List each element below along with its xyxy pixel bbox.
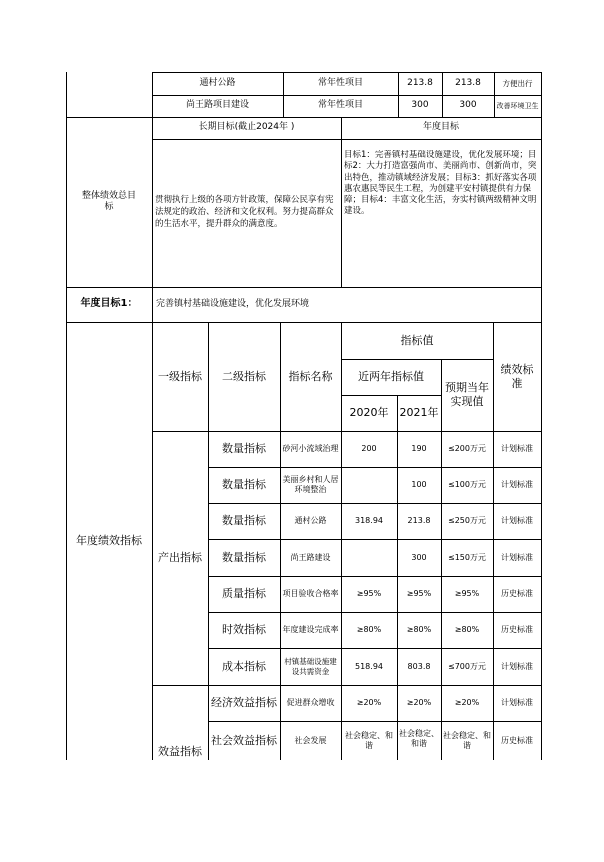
year-2021-header: 2021年	[399, 406, 439, 420]
level2-cell: 质量指标	[222, 587, 266, 601]
value-2020-cell: 200	[361, 444, 377, 453]
value-2021-cell: 213.8	[407, 516, 431, 525]
project-note: 方便出行	[502, 78, 533, 88]
expected-cell: 社会稳定、和谐	[443, 730, 491, 750]
expected-value-header: 预期当年实现值	[445, 381, 489, 408]
standard-cell: 历史标准	[501, 735, 533, 745]
indicator-name-cell: 年度建设完成率	[282, 625, 339, 634]
level1-header: 一级指标	[158, 369, 202, 383]
project-amount: 300	[459, 100, 477, 111]
project-name: 通村公路	[199, 77, 236, 88]
project-note: 改善环境卫生	[496, 101, 539, 110]
rule	[541, 287, 542, 322]
benefit-indicator-label: 效益指标	[158, 745, 202, 758]
rule	[541, 72, 542, 117]
level2-cell: 数量指标	[222, 550, 266, 564]
expected-cell: ≤200万元	[448, 444, 486, 453]
project-name: 尚王路项目建设	[185, 100, 249, 111]
level2-cell: 经济效益指标	[211, 696, 277, 710]
project-amount: 300	[411, 100, 429, 111]
long-term-goal-text: 贯彻执行上级的各项方针政策，保障公民享有宪法规定的政治、经济和文化权利。努力提高群众的生活水平，提升群众的满意度。	[155, 195, 334, 229]
standard-cell: 历史标准	[501, 625, 533, 634]
level2-cell: 数量指标	[222, 442, 266, 456]
overall-goal-label: 整体绩效总目标	[81, 190, 136, 212]
value-2021-cell: ≥20%	[406, 698, 432, 707]
annual-goal-content: 完善镇村基础设施建设，优化发展环境	[156, 298, 310, 309]
indicator-name-cell: 砂河小流域治理	[282, 444, 339, 453]
output-indicator-label: 产出指标	[158, 551, 202, 565]
recent-two-years-header: 近两年指标值	[358, 370, 424, 384]
rule	[341, 117, 342, 287]
indicator-name-cell: 尚王路建设	[290, 552, 331, 562]
rule	[541, 117, 542, 287]
value-2020-cell: 社会稳定、和谐	[345, 730, 393, 750]
indicator-name-cell: 村镇基础设施建设共需资金	[284, 657, 337, 676]
value-2021-cell: 190	[411, 444, 427, 453]
standard-cell: 计划标准	[501, 444, 533, 453]
level2-cell: 数量指标	[222, 478, 266, 492]
expected-cell: ≤250万元	[448, 516, 486, 525]
expected-cell: ≥95%	[454, 589, 480, 598]
rule	[541, 322, 542, 760]
expected-cell: ≤700万元	[448, 661, 486, 671]
project-type: 常年性项目	[317, 100, 363, 111]
standard-cell: 计划标准	[501, 698, 533, 707]
expected-cell: ≤150万元	[448, 552, 486, 562]
value-2021-cell: ≥80%	[406, 625, 432, 634]
long-term-goal-header: 长期目标(截止2024年 )	[198, 122, 295, 133]
expected-cell: ≤100万元	[448, 480, 486, 489]
value-2020-cell	[341, 539, 397, 576]
standard-cell: 计划标准	[501, 480, 533, 489]
value-2021-cell: 803.8	[407, 661, 431, 671]
value-2020-cell	[341, 467, 397, 503]
value-2020-cell: ≥95%	[356, 589, 382, 598]
annual-goal-label: 年度目标1：	[80, 298, 138, 310]
indicator-name-cell: 美丽乡村和人居环境整治	[282, 475, 339, 494]
level2-cell: 时效指标	[222, 623, 266, 637]
standard-cell: 计划标准	[501, 516, 533, 525]
value-2021-cell: 社会稳定、和谐	[399, 728, 439, 748]
rule	[152, 287, 153, 322]
level2-cell: 数量指标	[222, 514, 266, 528]
indicator-name-cell: 通村公路	[294, 516, 327, 525]
standard-cell: 历史标准	[501, 589, 533, 598]
indicator-name-cell: 促进群众增收	[286, 698, 335, 707]
indicator-name-cell: 社会发展	[294, 735, 327, 745]
annual-goal-header: 年度目标	[422, 122, 459, 133]
value-2020-cell: 518.94	[355, 661, 383, 671]
performance-indicators-label: 年度绩效指标	[76, 534, 142, 548]
value-2021-cell: 100	[411, 480, 427, 489]
rule	[152, 117, 153, 287]
annual-goal-text: 目标1：完善镇村基础设施建设，优化发展环境；目标2：大力打造富强尚市、美丽尚市、创新尚市，突出特色，推动镇域经济发展；目标3：抓好落实各项惠农惠民等民生工程，为创建平安村镇提供有力保障；目标4：丰富文化生活，夯实村镇两级精神文明建设。	[344, 150, 537, 217]
value-2020-cell: ≥80%	[356, 625, 382, 634]
expected-cell: ≥20%	[454, 698, 480, 707]
project-type: 常年性项目	[317, 77, 363, 88]
value-2020-cell: ≥20%	[356, 698, 382, 707]
standard-cell: 计划标准	[501, 552, 533, 562]
year-2020-header: 2020年	[349, 406, 389, 420]
indicator-value-header: 指标值	[400, 333, 434, 347]
value-2021-cell: 300	[411, 552, 427, 562]
rule	[66, 117, 67, 287]
project-amount: 213.8	[455, 77, 481, 88]
indicator-name-cell: 项目验收合格率	[282, 589, 339, 598]
page-bottom-margin	[0, 760, 604, 862]
level2-cell: 社会效益指标	[211, 733, 277, 747]
value-2021-cell: ≥95%	[406, 589, 432, 598]
value-2020-cell: 318.94	[355, 516, 383, 525]
standard-cell: 计划标准	[501, 661, 533, 671]
project-amount: 213.8	[407, 77, 433, 88]
indicator-name-header: 指标名称	[288, 369, 333, 383]
standard-header: 绩效标准	[500, 362, 534, 390]
level2-cell: 成本指标	[222, 659, 266, 673]
level2-header: 二级指标	[222, 369, 266, 383]
expected-cell: ≥80%	[454, 625, 480, 634]
rule	[66, 72, 67, 117]
